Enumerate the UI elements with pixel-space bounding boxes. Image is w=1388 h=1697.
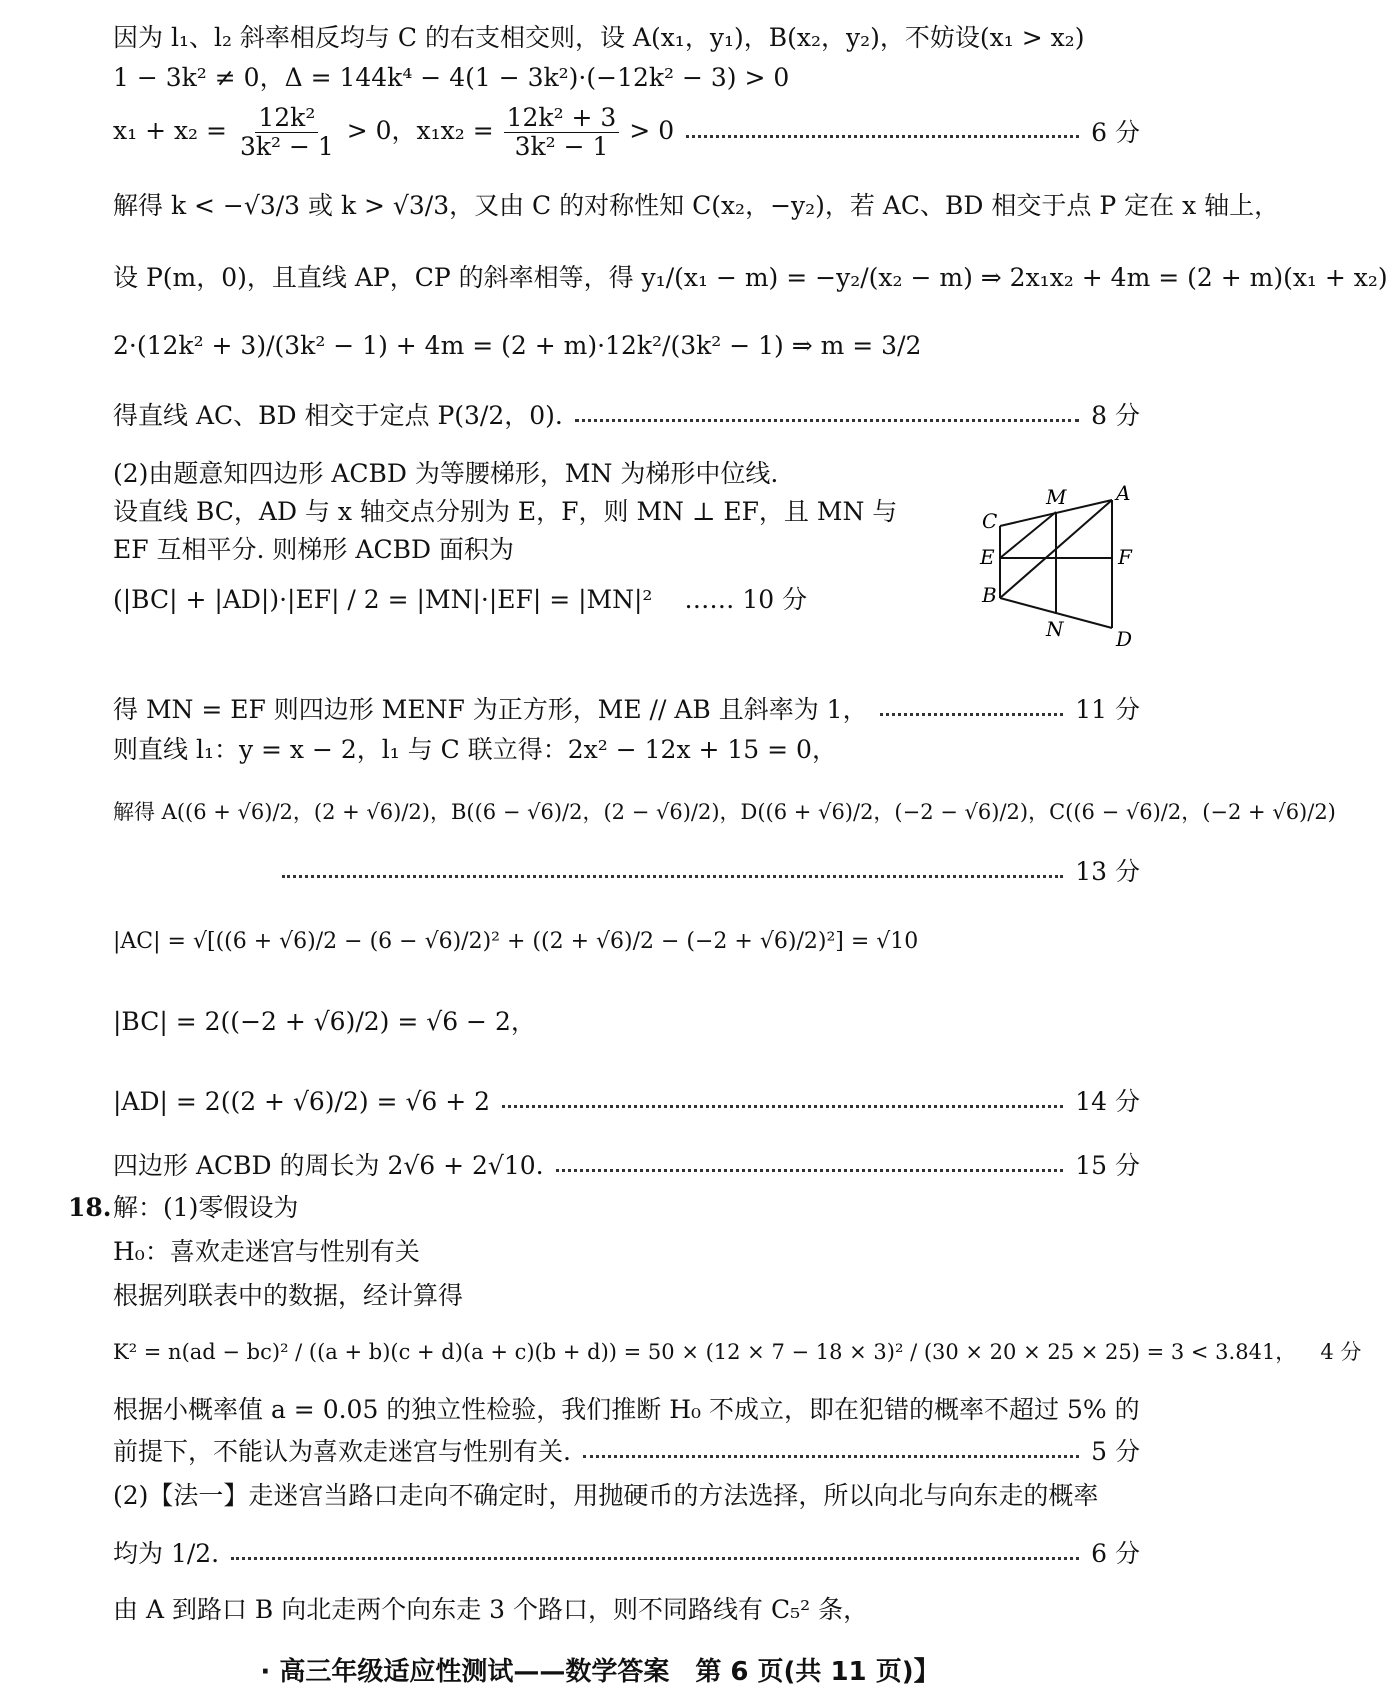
line-text: 得直线 AC、BD 相交于定点 P(3/2，0). [113,401,563,430]
score-label: 13 分 [1075,857,1140,886]
score-line [270,856,1140,888]
point-label-f: F [1118,545,1132,569]
dot-leader [583,1455,1079,1458]
text-line: 根据列联表中的数据，经计算得 [113,1281,464,1310]
score-label: 11 分 [1075,695,1140,724]
text-line [113,400,1140,432]
score-label: 4 分 [1320,1340,1362,1364]
formula-part: > 0 [629,116,675,145]
text-line: 设直线 BC，AD 与 x 轴交点分别为 E，F，则 MN ⊥ EF，且 MN 与 [113,497,898,526]
line-text: K² = n(ad − bc)² / ((a + b)(c + d)(a + c)(b + d)) = 50 × (12 × 7 − 18 × 3)² / (30 × 20 × 25 × 25) = 3 < 3.841， [113,1340,1297,1364]
line-text: 得 MN = EF 则四边形 MENF 为正方形，ME // AB 且斜率为 1， [113,695,868,724]
text-line: (2)【法一】走迷宫当路口走向不确定时，用抛硬币的方法选择，所以向北与向东走的概率 [113,1481,1099,1510]
text-line: 由 A 到路口 B 向北走两个向东走 3 个路口，则不同路线有 C₅² 条， [113,1595,869,1624]
text-line [113,1150,1140,1182]
score-label: 14 分 [1075,1087,1140,1116]
text-line: 1 − 3k² ≠ 0，Δ = 144k⁴ − 4(1 − 3k²)·(−12k² − 3) > 0 [113,63,790,92]
numerator: 12k² + 3 [504,104,620,133]
line-text: (|BC| + |AD|)·|EF| / 2 = |MN|·|EF| = |MN|² [113,585,653,614]
text-line: 设 P(m，0)，且直线 AP，CP 的斜率相等，得 y₁/(x₁ − m) = −y₂/(x₂ − m) ⇒ 2x₁x₂ + 4m = (2 + m)(x₁ + x₂) [113,263,1388,292]
dot-leader [686,135,1079,138]
text-line [113,694,1140,726]
dot-leader [231,1557,1079,1560]
text-line: 2·(12k² + 3)/(3k² − 1) + 4m = (2 + m)·12k²/(3k² − 1) ⇒ m = 3/2 [113,331,922,360]
text-line: 解得 k < −√3/3 或 k > √3/3，又由 C 的对称性知 C(x₂，−y₂)，若 AC、BD 相交于点 P 定在 x 轴上， [113,191,1280,220]
line-text: 前提下，不能认为喜欢走迷宫与性别有关. [113,1437,571,1466]
score-label: 6 分 [1091,1539,1140,1568]
text-line: EF 互相平分. 则梯形 ACBD 面积为 [113,535,514,564]
score-label: 8 分 [1091,401,1140,430]
point-label-e: E [980,545,995,569]
text-line: H₀：喜欢走迷宫与性别有关 [113,1237,420,1266]
dot-leader [556,1169,1064,1172]
fraction [504,104,620,161]
formula-part: > 0，x₁x₂ = [346,116,494,145]
text-line: 解：(1)零假设为 [113,1193,299,1222]
score-label: 15 分 [1075,1151,1140,1180]
point-label-d: D [1116,627,1133,651]
line-text: 均为 1/2. [113,1539,220,1568]
point-label-m: M [1046,485,1067,509]
score-label: …… 10 分 [684,585,808,614]
line-text: 四边形 ACBD 的周长为 2√6 + 2√10. [113,1151,544,1180]
formula-line [113,104,1140,161]
text-line [113,1436,1140,1468]
text-line: |AC| = √[((6 + √6)/2 − (6 − √6)/2)² + ((2 + √6)/2 − (−2 + √6)/2)²] = √10 [113,929,919,954]
point-label-n: N [1046,617,1064,641]
trapezoid-figure [980,481,1140,676]
text-line [113,1336,1362,1368]
score-label: 6 分 [1091,117,1140,147]
text-line [113,584,807,616]
text-line: |BC| = 2((−2 + √6)/2) = √6 − 2， [113,1007,536,1036]
point-label-b: B [982,583,997,607]
text-line [113,1086,1140,1118]
text-line [113,1538,1140,1570]
page-footer: · 高三年级适应性测试——数学答案 第 6 页(共 11 页)】 [260,1657,940,1687]
text-line: (2)由题意知四边形 ACBD 为等腰梯形，MN 为梯形中位线. [113,459,779,488]
line-text: |AD| = 2((2 + √6)/2) = √6 + 2 [113,1087,491,1116]
dot-leader [575,419,1079,422]
denominator: 3k² − 1 [514,132,609,161]
dot-leader [282,875,1063,878]
formula-part: x₁ + x₂ = [113,116,227,145]
text-line: 因为 l₁、l₂ 斜率相反均与 C 的右支相交则，设 A(x₁，y₁)，B(x₂，y₂)，不妨设(x₁ > x₂) [113,23,1085,52]
score-label: 5 分 [1091,1437,1140,1466]
text-line: 根据小概率值 a = 0.05 的独立性检验，我们推断 H₀ 不成立，即在犯错的概率不超过 5% 的 [113,1395,1140,1424]
text-line: 解得 A((6 + √6)/2，(2 + √6)/2)，B((6 − √6)/2，(2 − √6)/2)，D((6 + √6)/2，(−2 − √6)/2)，C((6 − √6)/2，(−2 + √6)/2) [113,800,1336,824]
dot-leader [880,713,1064,716]
text-line: 则直线 l₁：y = x − 2，l₁ 与 C 联立得：2x² − 12x + 15 = 0， [113,735,837,764]
numerator: 12k² [255,104,318,133]
fraction [237,104,337,161]
point-label-a: A [1116,481,1131,505]
point-label-c: C [982,509,998,533]
denominator: 3k² − 1 [239,132,334,161]
question-number: 18. [68,1193,112,1222]
dot-leader [502,1105,1063,1108]
